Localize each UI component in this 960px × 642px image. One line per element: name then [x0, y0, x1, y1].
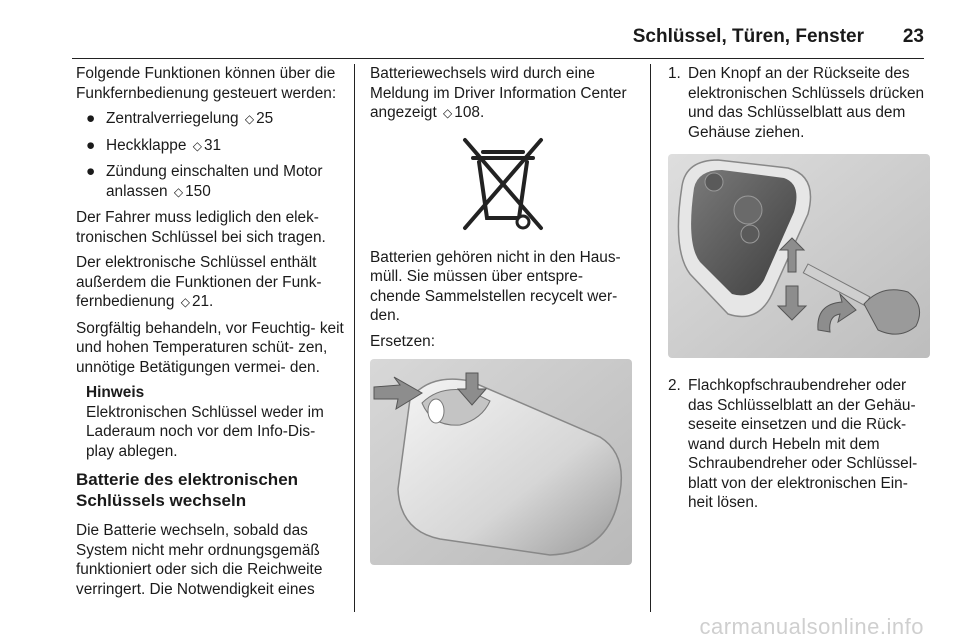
body-paragraph: Der Fahrer muss lediglich den elek- tronischen Schlüssel bei sich tragen. — [76, 209, 326, 246]
note-text: Elektronischen Schlüssel weder im Laderaum noch vor dem Info-Dis- play ablegen. — [86, 403, 324, 460]
page-reference-icon: ◇ — [173, 184, 184, 199]
note-box — [76, 383, 344, 461]
step-text: Flachkopfschraubendreher oder das Schlüsselblatt an der Gehäu- seseite einsetzen und die Rück- wand durch Hebeln mit dem Schraubendreher oder Schlüssel- blatt von der elektronischen Ein- heit lösen. — [688, 377, 918, 511]
column-divider — [354, 64, 355, 612]
section-heading: Batterie des elektronischen Schlüssels wechseln — [76, 470, 299, 510]
page-reference-icon: ◇ — [244, 112, 255, 126]
step-number: 2. — [668, 377, 681, 394]
column-left — [76, 64, 344, 605]
column-divider — [650, 64, 651, 612]
page-reference-icon: ◇ — [180, 295, 190, 309]
body-paragraph: Batterien gehören nicht in den Haus- müll. Sie müssen über entspre- chende Sammelstellen recycelt wer- den. — [370, 248, 621, 324]
page-title: Schlüssel, Türen, Fenster — [632, 26, 864, 47]
column-middle — [370, 64, 636, 565]
page-reference-icon: ◇ — [443, 106, 453, 120]
column-right — [668, 64, 930, 521]
page-number: 23 — [902, 26, 924, 47]
bullet-icon: ● — [86, 110, 96, 127]
step-text: Den Knopf an der Rückseite des elektronischen Schlüssels drücken und das Schlüsselblatt aus dem Gehäuse ziehen. — [688, 65, 925, 141]
step-number: 1. — [668, 65, 681, 82]
page-reference[interactable]: 21. — [191, 293, 214, 310]
watermark: carmanualsonline.info — [699, 614, 924, 639]
note-heading: Hinweis — [86, 384, 145, 401]
list-item — [668, 376, 930, 513]
page-header — [72, 22, 924, 59]
intro-paragraph: Folgende Funktionen können über die Funkfernbedienung gesteuert werden: — [76, 65, 337, 102]
body-paragraph — [370, 64, 636, 124]
page-reference[interactable]: 108. — [454, 104, 485, 121]
page-reference[interactable]: 25 — [256, 110, 274, 127]
body-paragraph: Ersetzen: — [370, 332, 436, 350]
bullet-icon: ● — [86, 163, 96, 180]
body-paragraph: Die Batterie wechseln, sobald das System nicht mehr ordnungsgemäß funktioniert oder sich die Reichweite verringert. Die Notwendigkeit eines — [76, 522, 323, 598]
page-reference-icon: ◇ — [192, 138, 202, 153]
list-item — [76, 109, 344, 130]
body-text: Der elektronische Schlüssel enthält außerdem die Funktionen der Funk- fernbedienung — [76, 254, 322, 310]
list-item — [668, 64, 930, 142]
key-blade-removal-illustration — [668, 154, 930, 358]
list-item-text: Heckklappe — [106, 136, 187, 154]
list-item — [76, 136, 344, 157]
list-item — [76, 162, 344, 202]
list-item-text: Zentralverriegelung — [106, 110, 239, 127]
body-paragraph: Sorgfältig behandeln, vor Feuchtig- keit und hohen Temperaturen schüt- zen, unnötige Betätigungen vermei- den. — [76, 319, 344, 376]
bullet-icon: ● — [86, 136, 96, 154]
body-paragraph — [76, 253, 344, 313]
page-reference[interactable]: 31 — [203, 136, 222, 154]
crossed-out-wheelie-bin-icon — [443, 134, 563, 234]
list-item-text: Zündung einschalten und Motor anlassen — [106, 163, 323, 200]
page-reference[interactable]: 150 — [185, 182, 211, 200]
key-fob-back-cover-illustration — [370, 359, 632, 565]
body-text: Batteriewechsels wird durch eine Meldung im Driver Information Center angezeigt — [370, 65, 627, 121]
